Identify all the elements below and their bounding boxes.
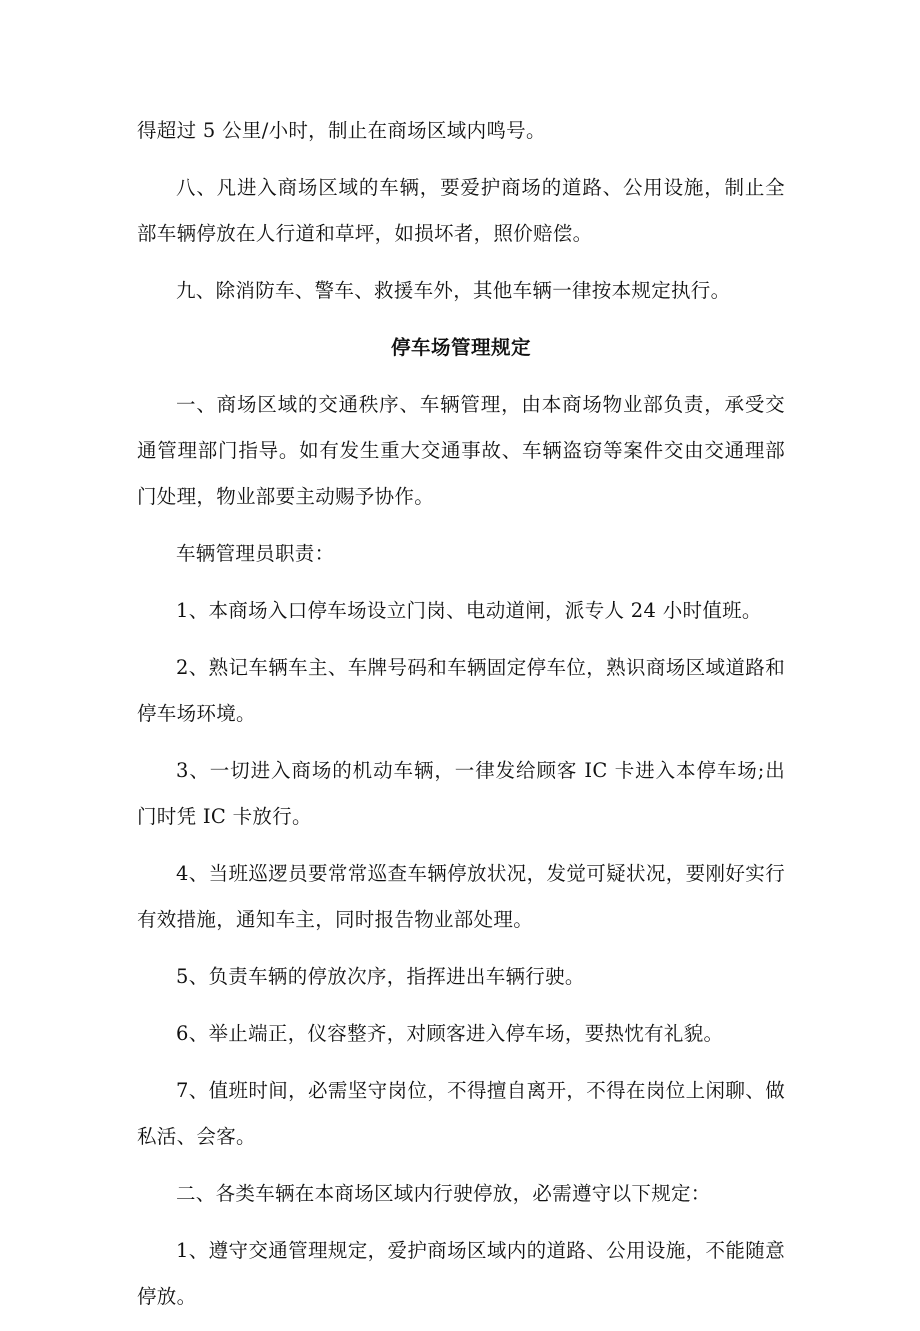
- paragraph-duty-5: 5、负责车辆的停放次序，指挥进出车辆行驶。: [176, 965, 585, 988]
- paragraph-duties-title: 车辆管理员职责：: [176, 542, 335, 565]
- document-body: [137, 108, 785, 1331]
- paragraph-duty-1: 1、本商场入口停车场设立门岗、电动道闸，派专人 24 小时值班。: [176, 599, 762, 622]
- section-heading: 停车场管理规定: [390, 336, 531, 359]
- paragraph-duty-6: 6、举止端正，仪容整齐，对顾客进入停车场，要热忱有礼貌。: [176, 1022, 724, 1045]
- paragraph-section-1: 一、商场区域的交通秩序、车辆管理，由本商场物业部负责，承受交通管理部门指导。如有发生重大交通事故、车辆盗窃等案件交由交通理部门处理，物业部要主动赐予协作。: [137, 393, 785, 508]
- paragraph-duty-7: 7、值班时间，必需坚守岗位，不得擅自离开，不得在岗位上闲聊、做私活、会客。: [137, 1079, 785, 1148]
- paragraph-duty-3: 3、一切进入商场的机动车辆，一律发给顾客 IC 卡进入本停车场;出门时凭 IC 卡放行。: [137, 759, 785, 828]
- paragraph-rule-9: 九、除消防车、警车、救援车外，其他车辆一律按本规定执行。: [176, 279, 731, 302]
- paragraph-section-2: 二、各类车辆在本商场区域内行驶停放，必需遵守以下规定：: [176, 1182, 711, 1205]
- paragraph-rule-8: 八、凡进入商场区域的车辆，要爱护商场的道路、公用设施，制止全部车辆停放在人行道和草坪，如损坏者，照价赔偿。: [137, 176, 785, 245]
- paragraph-duty-4: 4、当班巡逻员要常常巡查车辆停放状况，发觉可疑状况，要刚好实行有效措施，通知车主，同时报告物业部处理。: [137, 862, 785, 931]
- paragraph-section-2-item-1: 1、遵守交通管理规定，爱护商场区域内的道路、公用设施，不能随意停放。: [137, 1239, 785, 1308]
- paragraph-continuation: 得超过 5 公里/小时，制止在商场区域内鸣号。: [137, 119, 546, 142]
- paragraph-duty-2: 2、熟记车辆车主、车牌号码和车辆固定停车位，熟识商场区域道路和停车场环境。: [137, 656, 785, 725]
